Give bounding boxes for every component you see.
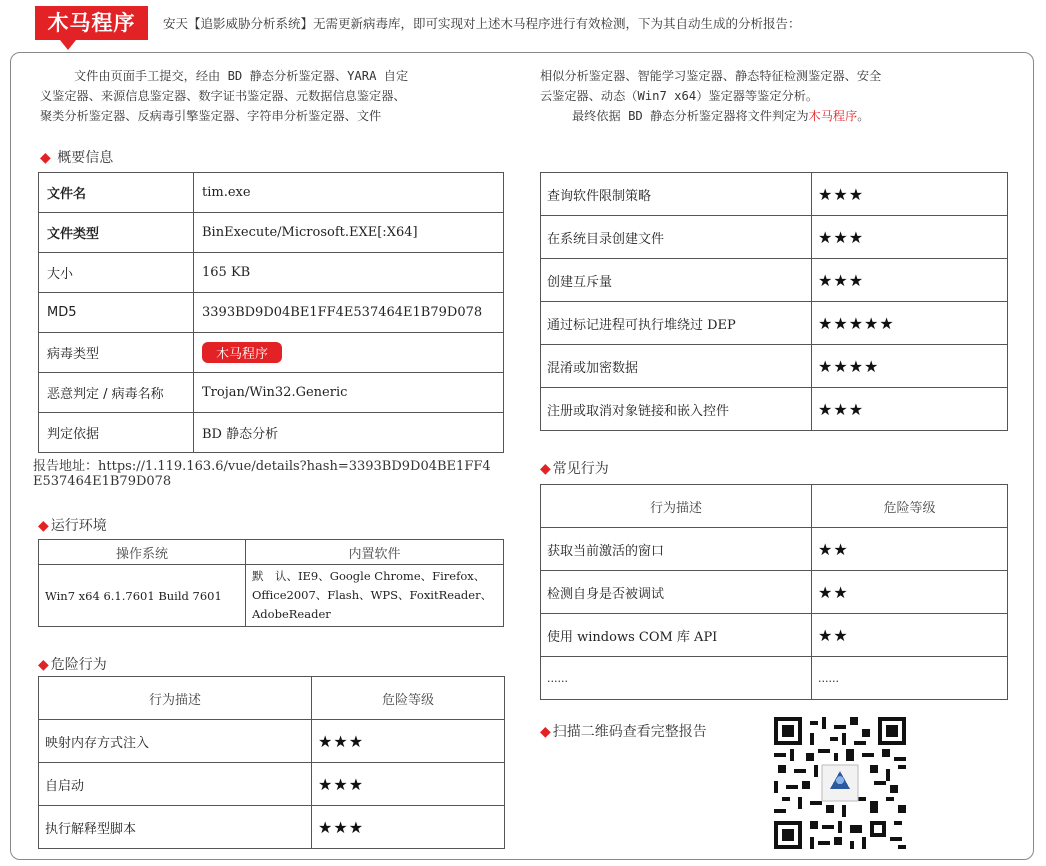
qr-heading: ◆ 扫描二维码查看完整报告 [540,724,707,740]
report-url [33,459,513,489]
table-cell: 创建互斥量 [541,259,812,302]
key-cell: 文件名 [39,173,194,213]
rating-stars: ★★★ [812,259,1008,302]
value-cell: tim.exe [194,173,504,213]
table-cell: 获取当前激活的窗口 [541,528,812,571]
danger-heading: ◆ 危险行为 [38,657,107,673]
common-heading: ◆ 常见行为 [540,461,609,477]
qr-code-icon[interactable] [774,717,906,849]
key-cell: 大小 [39,253,194,293]
text: 运行环境 [50,518,107,534]
table-row [541,571,1008,614]
env-table [38,539,504,627]
text: 危险行为 [50,657,107,673]
text: 义鉴定器、来源信息鉴定器、数字证书鉴定器、元数据信息鉴定器、 [40,89,406,103]
table-row [541,657,1008,700]
category-tag: 木马程序 [35,6,148,40]
table-cell: 查询软件限制策略 [541,173,812,216]
col-desc: 行为描述 [39,677,312,720]
rating-stars: ★★★★★ [812,302,1008,345]
text: 默 认、IE9、Google Chrome、Firefox、 [252,569,486,583]
table-row [39,806,505,849]
rating-stars: ★★ [812,528,1008,571]
table-row [541,388,1008,431]
table-cell: 自启动 [39,763,312,806]
text [39,677,505,720]
table-row [541,173,1008,216]
text: Office2007、Flash、WPS、FoxitReader、 [252,588,493,602]
key-cell: MD5 [39,293,194,333]
table-cell: ...... [812,657,1008,700]
value-cell: BinExecute/Microsoft.EXE[:X64] [194,213,504,253]
table-cell: 注册或取消对象链接和嵌入控件 [541,388,812,431]
table-row [39,413,504,453]
col-level: 危险等级 [812,485,1008,528]
common-table [540,484,1008,700]
col-level: 危险等级 [312,677,505,720]
table-cell: 在系统目录创建文件 [541,216,812,259]
key-cell: 病毒类型 [39,333,194,373]
table-row [541,528,1008,571]
text: https://1.119.163.6/vue/details?hash=3393BD9D04BE1FF4 [98,459,491,474]
table-row [39,333,504,373]
table-row [39,253,504,293]
table-row [39,720,505,763]
tag-pointer [60,40,76,50]
text: 常见行为 [552,461,609,477]
table-row [541,345,1008,388]
table-cell: 检测自身是否被调试 [541,571,812,614]
value-cell: 3393BD9D04BE1FF4E537464E1B79D078 [194,293,504,333]
env-heading: ◆ 运行环境 [38,518,107,534]
danger-table-continued [540,172,1008,431]
text: 云鉴定器、动态（Win7 x64）鉴定器等鉴定分析。 [540,89,819,103]
summary-paragraph-left [40,66,520,126]
table-row [541,302,1008,345]
intro-text: 安天【追影威胁分析系统】无需更新病毒库，即可实现对上述木马程序进行有效检测，下为其自动生成的分析报告： [163,16,801,31]
col-desc: 行为描述 [541,485,812,528]
rating-stars: ★★★ [312,720,505,763]
text: 扫描二维码查看完整报告 [552,724,707,740]
text: 最终依据 BD 静态分析鉴定器将文件判定为 [572,109,809,123]
rating-stars: ★★★★ [812,345,1008,388]
text: 聚类分析鉴定器、反病毒引擎鉴定器、字符串分析鉴定器、文件 [40,109,382,123]
virus-type-badge: 木马程序 [202,342,282,363]
text [541,485,1008,528]
value-cell: BD 静态分析 [194,413,504,453]
text: 文件由页面手工提交，经由 BD 静态分析鉴定器、YARA 自定 [74,69,409,83]
rating-stars: ★★ [812,571,1008,614]
os-value: Win7 x64 6.1.7601 Build 7601 [39,565,246,627]
overview-table [38,172,504,453]
rating-stars: ★★★ [812,216,1008,259]
table-row [39,373,504,413]
table-cell [194,333,504,373]
table-row [39,763,505,806]
key-cell: 文件类型 [39,213,194,253]
danger-table [38,676,505,849]
text: E537464E1B79D078 [33,474,172,489]
table-row [39,213,504,253]
table-cell: 执行解释型脚本 [39,806,312,849]
overview-heading: ◆ 概要信息 [40,150,114,166]
text: 概要信息 [57,150,114,166]
rating-stars: ★★★ [812,173,1008,216]
summary-paragraph-right [540,66,1020,126]
rating-stars: ★★★ [312,806,505,849]
col-os: 操作系统 [39,540,246,565]
table-row [541,614,1008,657]
table-cell: 使用 windows COM 库 API [541,614,812,657]
table-cell: 通过标记进程可执行堆绕过 DEP [541,302,812,345]
rating-stars: ★★★ [312,763,505,806]
key-cell: 恶意判定 / 病毒名称 [39,373,194,413]
table-row [541,259,1008,302]
table-row [39,173,504,213]
verdict-highlight: 木马程序 [808,109,858,123]
table-row [39,565,504,627]
text: 相似分析鉴定器、智能学习鉴定器、静态特征检测鉴定器、安全 [540,69,882,83]
rating-stars: ★★★ [812,388,1008,431]
table-cell: 映射内存方式注入 [39,720,312,763]
software-value [246,565,504,627]
text: 报告地址： [33,459,99,474]
text: 。 [857,109,870,123]
value-cell: 165 KB [194,253,504,293]
table-row [39,293,504,333]
rating-stars: ★★ [812,614,1008,657]
table-cell: 混淆或加密数据 [541,345,812,388]
table-row [541,216,1008,259]
col-software: 内置软件 [246,540,504,565]
key-cell: 判定依据 [39,413,194,453]
text: AdobeReader [252,607,331,621]
text [39,540,504,565]
value-cell: Trojan/Win32.Generic [194,373,504,413]
table-cell: ...... [541,657,812,700]
